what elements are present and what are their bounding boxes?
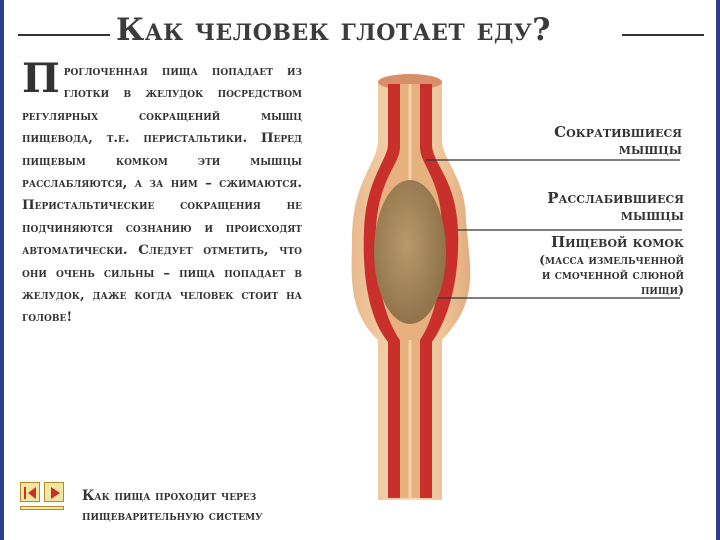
label-bolus-note-line1: (масса измельченной: [539, 252, 684, 267]
title-rule-left: [18, 34, 110, 36]
frame-left-border: [0, 0, 4, 540]
food-bolus: [374, 180, 446, 324]
digestive-system-link[interactable]: [82, 486, 342, 526]
label-food-bolus: [510, 234, 684, 251]
label-relaxed-muscles: [510, 190, 684, 224]
next-button[interactable]: [44, 482, 64, 502]
esophagus-diagram: [330, 60, 720, 530]
label-bolus-note-line2: и смоченной слюной: [541, 267, 684, 282]
label-contracted-muscles: [510, 124, 682, 158]
next-arrow-icon: [45, 483, 65, 503]
body-text: [22, 55, 302, 329]
title-rule-right: [622, 34, 704, 36]
label-relaxed-line2: мышцы: [620, 206, 684, 224]
label-relaxed-line1: Расслабившиеся: [547, 189, 684, 207]
label-contracted-line2: мышцы: [618, 140, 682, 158]
title-row: [0, 8, 720, 52]
prev-arrow-icon: [21, 483, 41, 503]
nav-underline-bar: [20, 506, 64, 510]
label-bolus-note-line3: пищи): [640, 282, 684, 297]
label-bolus-title: Пищевой комок: [550, 233, 684, 251]
body-paragraph: роглоченная пища попадает из глотки в желудок посредством регулярных сокращений мышц пищевода, т.е. перистальтики. Перед пищевым комком эти мышцы расслабляются, а за ним – сжимаются. Перистальтические сокращения не подчиняются сознанию и происходят автоматически. Следует отметить, что они очень сильны – пища попадает в желудок, даже когда человек стоит на голове!: [22, 63, 302, 326]
page-title: Как человек глотает еду?: [116, 12, 551, 48]
link-line1: Как пища проходит через: [82, 488, 257, 504]
label-bolus-note: [500, 252, 684, 297]
prev-button[interactable]: [20, 482, 40, 502]
label-contracted-line1: Сократившиеся: [554, 123, 682, 141]
link-line2: пищеварительную систему: [82, 508, 263, 524]
drop-cap: П: [22, 55, 60, 102]
